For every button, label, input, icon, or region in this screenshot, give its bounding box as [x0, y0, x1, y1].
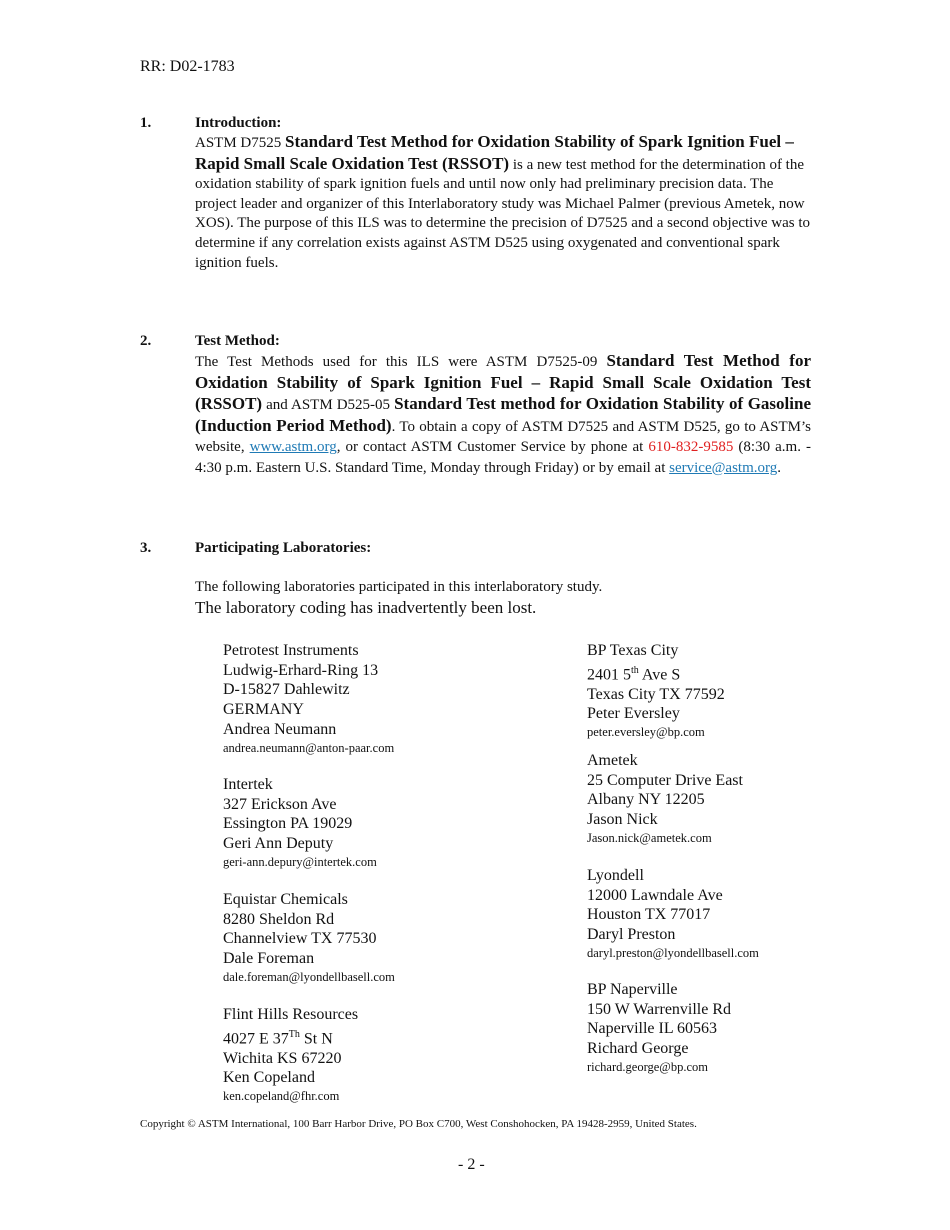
page-number: - 2 - — [458, 1156, 485, 1173]
lab-city: Houston TX 77017 — [587, 906, 711, 924]
method-text-6: . — [777, 459, 781, 476]
lab-contact: Richard George — [587, 1040, 689, 1058]
lab-street — [587, 661, 725, 685]
intro-bold-title: Standard Test Method for Oxidation Stability of Spark Ignition Fuel – Rapid Small Scale Oxidation Test (RSSOT) — [195, 132, 794, 173]
astm-website-link[interactable]: www.astm.org — [249, 439, 337, 455]
method-text-3: . To obtain a copy of ASTM D7525 and ASTM D525, go to ASTM’s website, — [195, 418, 811, 455]
lab-city: Texas City TX 77592 — [587, 685, 725, 703]
lab-contact: Andrea Neumann — [223, 720, 337, 738]
lab-email: andrea.neumann@anton-paar.com — [223, 740, 395, 755]
street-number: 2401 5 — [587, 666, 631, 684]
lab-contact: Daryl Preston — [587, 926, 676, 944]
lab-contact: Dale Foreman — [223, 950, 315, 968]
section-1-title: Introduction: — [195, 115, 282, 131]
lab-street: 150 W Warrenville Rd — [587, 1000, 732, 1018]
method-text-2: and ASTM D525-05 — [262, 397, 395, 413]
lab-entry-bp-texas-city — [587, 641, 725, 741]
method-text-4: , or contact ASTM Customer Service by phone at — [336, 439, 649, 455]
method-text-5: (8:30 a.m. - 4:30 p.m. Eastern U.S. Standard Time, Monday through Friday) or by email at — [195, 439, 811, 476]
lab-name: Intertek — [223, 776, 273, 793]
intro-text-pre: ASTM D7525 — [195, 135, 286, 151]
section-1-number: 1. — [140, 115, 152, 131]
lab-email: richard.george@bp.com — [587, 1059, 708, 1074]
section-3-title: Participating Laboratories: — [195, 540, 372, 556]
lab-email: geri-ann.depury@intertek.com — [223, 854, 377, 869]
phone-number[interactable]: 610-832-9585 — [648, 439, 734, 455]
section-3-number: 3. — [140, 540, 152, 556]
lab-email: daryl.preston@lyondellbasell.com — [587, 945, 759, 960]
lab-name: Ametek — [587, 752, 638, 769]
lab-contact: Peter Eversley — [587, 705, 680, 723]
lab-street: 12000 Lawndale Ave — [587, 886, 723, 904]
lab-city: Essington PA 19029 — [223, 815, 353, 833]
section-2-number: 2. — [140, 333, 152, 349]
lab-street: 8280 Sheldon Rd — [223, 910, 335, 928]
lab-name: BP Texas City — [587, 642, 679, 659]
lab-entry-flint-hills — [223, 1005, 358, 1105]
report-id: RR: D02-1783 — [140, 58, 235, 75]
lab-city: Wichita KS 67220 — [223, 1049, 342, 1067]
lab-entry-petrotest — [223, 641, 394, 757]
lab-city: Albany NY 12205 — [587, 791, 705, 809]
lab-contact: Jason Nick — [587, 811, 658, 829]
method-paragraph — [195, 351, 811, 478]
labs-coding-note: The laboratory coding has inadvertently been lost. — [195, 598, 537, 617]
lab-email: Jason.nick@ametek.com — [587, 830, 712, 845]
lab-street: Ludwig-Erhard-Ring 13 — [223, 661, 379, 679]
lab-email: dale.foreman@lyondellbasell.com — [223, 969, 395, 984]
lab-street: 327 Erickson Ave — [223, 795, 337, 813]
street-rest: Ave S — [638, 666, 681, 684]
section-2-title: Test Method: — [195, 333, 280, 349]
lab-city: Naperville IL 60563 — [587, 1020, 718, 1038]
lab-entry-lyondell — [587, 866, 759, 962]
method-bold-1: Standard Test Method for Oxidation Stability of Spark Ignition Fuel – Rapid Small Scale Oxidation Test (RSSOT) — [195, 351, 812, 413]
copyright-footer: Copyright © ASTM International, 100 Barr Harbor Drive, PO Box C700, West Conshohocken, PA 19428-2959, United States. — [140, 1118, 697, 1130]
method-bold-2: Standard Test method for Oxidation Stability of Gasoline (Induction Period Method) — [195, 394, 811, 435]
method-text-1: The Test Methods used for this ILS were ASTM D7525-09 — [195, 354, 607, 370]
lab-entry-equistar — [223, 890, 395, 986]
intro-paragraph — [195, 132, 811, 273]
lab-street — [223, 1025, 358, 1049]
lab-name: Equistar Chemicals — [223, 891, 348, 908]
lab-street: 25 Computer Drive East — [587, 771, 743, 789]
lab-contact: Geri Ann Deputy — [223, 835, 334, 853]
lab-entry-intertek — [223, 775, 377, 871]
street-rest: St N — [299, 1030, 333, 1048]
labs-intro-line: The following laboratories participated in this interlaboratory study. — [195, 579, 603, 595]
lab-name: Petrotest Instruments — [223, 642, 359, 659]
lab-city: D-15827 Dahlewitz — [223, 681, 350, 699]
street-suffix: Th — [288, 1028, 300, 1040]
lab-email: peter.eversley@bp.com — [587, 725, 705, 740]
street-number: 4027 E 37 — [223, 1030, 289, 1048]
lab-country: GERMANY — [223, 701, 304, 719]
lab-entry-ametek — [587, 751, 743, 847]
lab-entry-bp-naperville — [587, 980, 731, 1076]
intro-text-rest: is a new test method for the determination of the oxidation stability of spark ignition fuels and until now only had preliminary precision data. The project leader and organizer of this Interlaboratory study was Michael Palmer (previous Ametek, now XOS). The purpose of this ILS was to determine the precision of D7525 and a second objective was to determine if any correlation exists against ASTM D525 using oxygenated and conventional spark ignition fuels. — [195, 156, 810, 271]
lab-email: ken.copeland@fhr.com — [223, 1089, 340, 1104]
lab-city: Channelview TX 77530 — [223, 930, 377, 948]
service-email-link[interactable]: service@astm.org — [669, 459, 778, 476]
street-suffix: th — [631, 664, 639, 676]
lab-contact: Ken Copeland — [223, 1069, 315, 1087]
lab-name: Flint Hills Resources — [223, 1006, 359, 1023]
lab-name: Lyondell — [587, 867, 644, 884]
lab-name: BP Naperville — [587, 981, 678, 998]
